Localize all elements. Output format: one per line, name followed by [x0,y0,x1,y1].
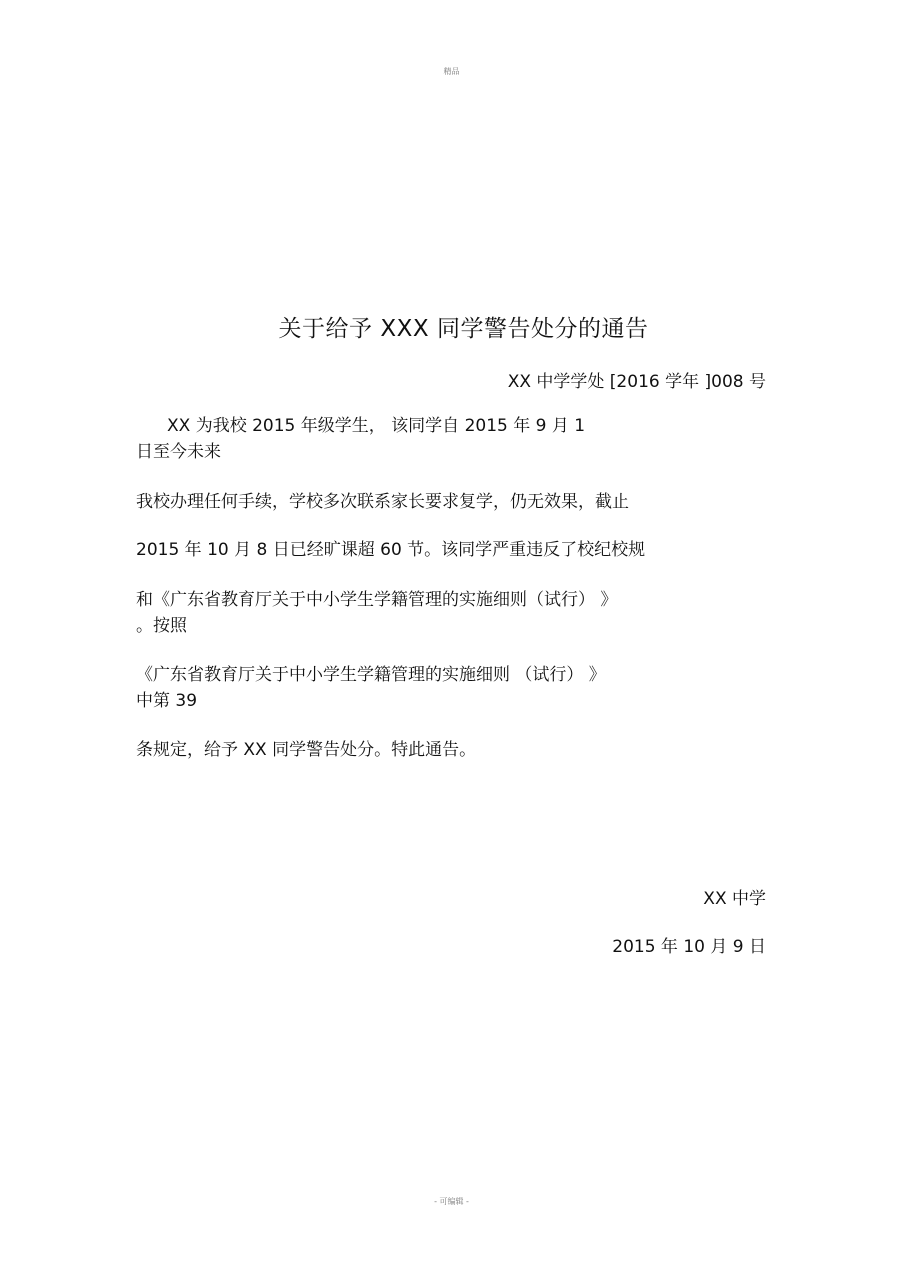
body-line-6: 。按照 [136,616,187,636]
body-line-2: 日至今未来 [136,442,221,462]
document-title: 关于给予 XXX 同学警告处分的通告 [278,316,649,342]
body-line-9: 条规定，给予 XX 同学警告处分。特此通告。 [136,740,477,760]
signature-organization: XX 中学 [703,889,766,909]
body-line-3: 我校办理任何手续，学校多次联系家长要求复学，仍无效果，截止 [136,492,629,512]
body-line-7: 《广东省教育厅关于中小学生学籍管理的实施细则 （试行） 》 [136,665,606,685]
page-footer-mark: - 可编辑 - [434,1197,469,1206]
body-line-4: 2015 年 10 月 8 日已经旷课超 60 节。该同学严重违反了校纪校规 [136,540,646,560]
page-header-mark: 精品 [443,67,460,76]
body-line-1: XX 为我校 2015 年级学生， 该同学自 2015 年 9 月 1 [167,416,586,436]
signature-date: 2015 年 10 月 9 日 [612,937,766,957]
body-line-5: 和《广东省教育厅关于中小学生学籍管理的实施细则（试行） 》 [136,590,618,610]
document-number: XX 中学学处 [2016 学年 ]008 号 [507,372,766,392]
body-line-8: 中第 39 [136,691,198,711]
